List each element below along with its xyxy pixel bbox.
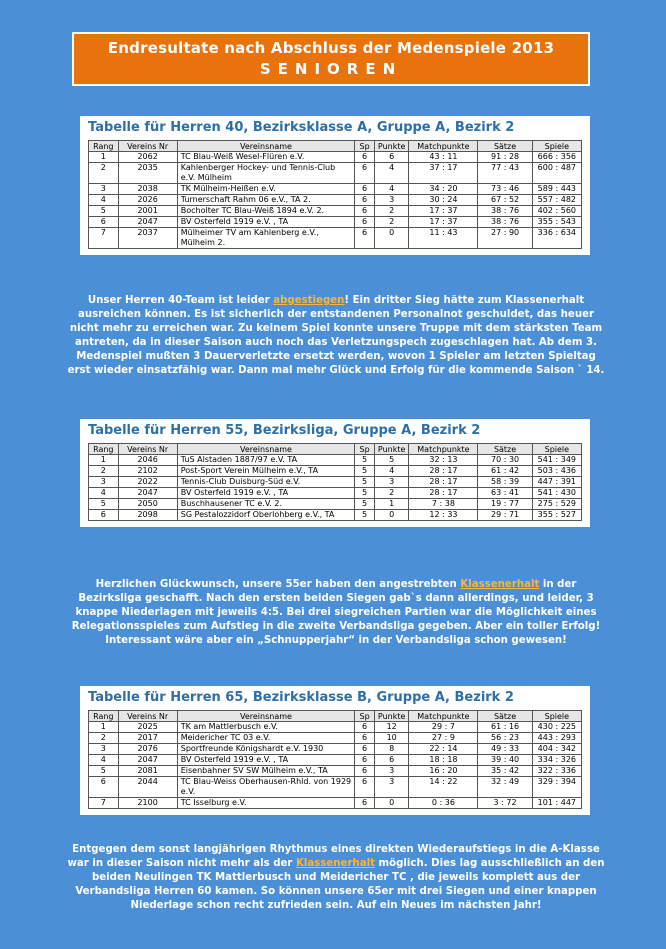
cell-sp: 5: [355, 510, 375, 521]
table-row: [89, 228, 582, 249]
cell-punkte: 2: [374, 488, 409, 499]
cell-spiele: 329 : 394: [532, 777, 581, 798]
column-header-sp: Sp: [355, 141, 375, 152]
cell-punkte: 2: [374, 206, 409, 217]
cell-vereinsname: Meidericher TC 03 e.V.: [177, 733, 354, 744]
cell-sp: 6: [355, 217, 375, 228]
column-header-matchpunkte: Matchpunkte: [409, 141, 478, 152]
cell-punkte: 1: [374, 499, 409, 510]
cell-vereinsname: Mülheimer TV am Kahlenberg e.V., Mülheim 2.: [177, 228, 354, 249]
cell-vereins-nr: 2047: [118, 488, 177, 499]
cell-vereinsname: TK Mülheim-Heißen e.V.: [177, 184, 354, 195]
cell-punkte: 3: [374, 777, 409, 798]
cell-rang: 4: [89, 195, 119, 206]
cell-matchpunkte: 28 : 17: [409, 488, 478, 499]
cell-sp: 5: [355, 455, 375, 466]
cell-vereinsname: TuS Alstaden 1887/97 e.V. TA: [177, 455, 354, 466]
cell-vereinsname: TC Blau-Weiss Oberhausen-Rhld. von 1929 e.V.: [177, 777, 354, 798]
table-row: [89, 152, 582, 163]
cell-sp: 6: [355, 184, 375, 195]
cell-saetze: 32 : 49: [478, 777, 532, 798]
cell-saetze: 56 : 23: [478, 733, 532, 744]
cell-punkte: 0: [374, 798, 409, 809]
column-header-vereins-nr: Vereins Nr: [118, 444, 177, 455]
cell-spiele: 334 : 326: [532, 755, 581, 766]
cell-vereinsname: BV Osterfeld 1919 e.V. , TA: [177, 217, 354, 228]
table-row: [89, 733, 582, 744]
cell-sp: 6: [355, 777, 375, 798]
cell-rang: 6: [89, 217, 119, 228]
table-title: Tabelle für Herren 55, Bezirksliga, Gruppe A, Bezirk 2: [88, 423, 481, 438]
cell-vereinsname: Buschhausener TC e.V. 2.: [177, 499, 354, 510]
cell-spiele: 404 : 342: [532, 744, 581, 755]
cell-punkte: 3: [374, 477, 409, 488]
cell-sp: 5: [355, 499, 375, 510]
cell-saetze: 35 : 42: [478, 766, 532, 777]
cell-punkte: 12: [374, 722, 409, 733]
cell-matchpunkte: 7 : 38: [409, 499, 478, 510]
column-header-vereinsname: Vereinsname: [177, 444, 354, 455]
header-row: [89, 444, 582, 455]
cell-rang: 3: [89, 184, 119, 195]
cell-vereinsname: TK am Mattlerbusch e.V.: [177, 722, 354, 733]
cell-vereinsname: TC Blau-Weiß Wesel-Flüren e.V.: [177, 152, 354, 163]
table-card-herren-40: [80, 116, 590, 255]
cell-vereinsname: Tennis-Club Duisburg-Süd e.V.: [177, 477, 354, 488]
cell-vereinsname: Sportfreunde Königshardt e.V. 1930: [177, 744, 354, 755]
table-row: [89, 195, 582, 206]
cell-punkte: 5: [374, 455, 409, 466]
cell-punkte: 4: [374, 163, 409, 184]
table-card-herren-55: [80, 419, 590, 527]
cell-matchpunkte: 28 : 17: [409, 466, 478, 477]
column-header-punkte: Punkte: [374, 141, 409, 152]
cell-saetze: 49 : 33: [478, 744, 532, 755]
cell-saetze: 3 : 72: [478, 798, 532, 809]
cell-spiele: 600 : 487: [532, 163, 581, 184]
table-row: [89, 184, 582, 195]
cell-rang: 1: [89, 455, 119, 466]
cell-saetze: 19 : 77: [478, 499, 532, 510]
report-text: möglich. Dies lag ausschließlich an den beiden Neulingen TK Mattlerbusch und Meidericher TC , die jeweils komplett aus der Verbandsliga Herren 60 kamen. So können unsere 65er mit drei Siegen und einer knappen Niederlage schon recht zufrieden sein. Auf ein Neues im nächsten Jahr!: [75, 858, 605, 911]
cell-vereins-nr: 2025: [118, 722, 177, 733]
cell-punkte: 3: [374, 766, 409, 777]
cell-rang: 2: [89, 466, 119, 477]
cell-spiele: 503 : 436: [532, 466, 581, 477]
cell-spiele: 589 : 443: [532, 184, 581, 195]
cell-saetze: 77 : 43: [478, 163, 532, 184]
cell-sp: 6: [355, 163, 375, 184]
column-header-rang: Rang: [89, 444, 119, 455]
cell-saetze: 67 : 52: [478, 195, 532, 206]
table-row: [89, 163, 582, 184]
cell-sp: 6: [355, 206, 375, 217]
cell-vereinsname: SG Pestalozzidorf Oberlohberg e.V., TA: [177, 510, 354, 521]
table-row: [89, 798, 582, 809]
table-row: [89, 510, 582, 521]
cell-vereinsname: BV Osterfeld 1919 e.V. , TA: [177, 755, 354, 766]
table-row: [89, 499, 582, 510]
link-abgestiegen[interactable]: abgestiegen: [273, 295, 345, 306]
cell-rang: 7: [89, 228, 119, 249]
cell-matchpunkte: 0 : 36: [409, 798, 478, 809]
cell-punkte: 8: [374, 744, 409, 755]
cell-spiele: 402 : 560: [532, 206, 581, 217]
table-row: [89, 722, 582, 733]
cell-rang: 2: [89, 163, 119, 184]
cell-matchpunkte: 27 : 9: [409, 733, 478, 744]
column-header-sp: Sp: [355, 444, 375, 455]
table-title: Tabelle für Herren 40, Bezirksklasse A, Gruppe A, Bezirk 2: [88, 120, 515, 135]
cell-punkte: 6: [374, 755, 409, 766]
table-row: [89, 488, 582, 499]
cell-sp: 5: [355, 466, 375, 477]
cell-rang: 6: [89, 777, 119, 798]
cell-matchpunkte: 17 : 37: [409, 217, 478, 228]
link-klassenerhalt-55[interactable]: Klassenerhalt: [460, 579, 540, 590]
cell-vereinsname: Bocholter TC Blau-Weiß 1894 e.V. 2.: [177, 206, 354, 217]
cell-spiele: 443 : 293: [532, 733, 581, 744]
table-row: [89, 206, 582, 217]
cell-vereins-nr: 2081: [118, 766, 177, 777]
cell-saetze: 27 : 90: [478, 228, 532, 249]
cell-sp: 6: [355, 798, 375, 809]
cell-sp: 6: [355, 766, 375, 777]
report-text: ! Ein dritter Sieg hätte zum Klassenerhalt ausreichen können. Es ist sicherlich der entstandenen Personalnot geschuldet, das heuer nicht mehr zu erreichen war. Zu keinem Spiel konnte unsere Truppe mit dem stärksten Team antreten, da in dieser Saison auch noch das Verletzungspech zugeschlagen hat. Ab dem 3. Medenspiel mußten 3 Dauerverletzte ersetzt werden, wovon 1 Spieler am letzten Spieltag erst wieder einsatzfähig war. Dann mal mehr Glück und Erfolg für die kommende Saison ` 14.: [67, 295, 605, 376]
cell-sp: 6: [355, 152, 375, 163]
report-text: in der Bezirksliga geschafft. Nach den ersten beiden Siegen gab`s dann allerdings, und leider, 3 knappe Niederlagen mit jeweils 4:5. Bei drei siegreichen Partien war die Möglichkeit eines Relegationsspieles zum Aufstieg in die zweite Verbandsliga gegeben. Aber ein toller Erfolg! Interessant wäre aber ein „Schnupperjahr“ in der Verbandsliga schon gewesen!: [71, 579, 601, 646]
cell-punkte: 6: [374, 152, 409, 163]
report-herren-65: [66, 843, 606, 913]
banner-title: Endresultate nach Abschluss der Medenspiele 2013: [107, 39, 555, 57]
column-header-vereins-nr: Vereins Nr: [118, 141, 177, 152]
cell-rang: 5: [89, 766, 119, 777]
cell-matchpunkte: 16 : 20: [409, 766, 478, 777]
link-klassenerhalt-65[interactable]: Klassenerhalt: [295, 858, 375, 869]
cell-saetze: 38 : 76: [478, 217, 532, 228]
cell-rang: 7: [89, 798, 119, 809]
cell-matchpunkte: 28 : 17: [409, 477, 478, 488]
cell-vereins-nr: 2026: [118, 195, 177, 206]
table-row: [89, 455, 582, 466]
cell-rang: 4: [89, 488, 119, 499]
standings-table: [88, 443, 582, 521]
cell-saetze: 61 : 16: [478, 722, 532, 733]
column-header-rang: Rang: [89, 141, 119, 152]
column-header-saetze: Sätze: [478, 711, 532, 722]
cell-sp: 6: [355, 744, 375, 755]
column-header-punkte: Punkte: [374, 444, 409, 455]
column-header-spiele: Spiele: [532, 444, 581, 455]
cell-spiele: 275 : 529: [532, 499, 581, 510]
cell-spiele: 355 : 543: [532, 217, 581, 228]
report-text: Entgegen dem sonst langjährigen Rhythmus eines direkten Wiederaufstiegs in die A-Klasse war in dieser Saison nicht mehr als der: [67, 844, 600, 869]
title-banner: [72, 32, 590, 86]
standings-table: [88, 710, 582, 809]
column-header-vereins-nr: Vereins Nr: [118, 711, 177, 722]
cell-vereinsname: Kahlenberger Hockey- und Tennis-Club e.V. Mülheim: [177, 163, 354, 184]
cell-rang: 2: [89, 733, 119, 744]
column-header-saetze: Sätze: [478, 141, 532, 152]
cell-saetze: 29 : 71: [478, 510, 532, 521]
cell-rang: 1: [89, 722, 119, 733]
column-header-rang: Rang: [89, 711, 119, 722]
cell-vereins-nr: 2046: [118, 455, 177, 466]
cell-vereins-nr: 2044: [118, 777, 177, 798]
cell-spiele: 322 : 336: [532, 766, 581, 777]
cell-vereinsname: BV Osterfeld 1919 e.V. , TA: [177, 488, 354, 499]
column-header-spiele: Spiele: [532, 141, 581, 152]
cell-matchpunkte: 29 : 7: [409, 722, 478, 733]
report-text: Herzlichen Glückwunsch, unsere 55er haben den angestrebten: [95, 579, 461, 590]
cell-punkte: 3: [374, 195, 409, 206]
cell-saetze: 58 : 39: [478, 477, 532, 488]
banner-subtitle: SENIOREN: [259, 60, 403, 78]
cell-matchpunkte: 12 : 33: [409, 510, 478, 521]
report-text: Unser Herren 40-Team ist leider: [87, 295, 274, 306]
column-header-vereinsname: Vereinsname: [177, 141, 354, 152]
cell-rang: 3: [89, 477, 119, 488]
cell-vereins-nr: 2098: [118, 510, 177, 521]
cell-vereins-nr: 2001: [118, 206, 177, 217]
column-header-matchpunkte: Matchpunkte: [409, 711, 478, 722]
cell-sp: 6: [355, 228, 375, 249]
cell-vereins-nr: 2047: [118, 755, 177, 766]
cell-matchpunkte: 34 : 20: [409, 184, 478, 195]
cell-vereinsname: Post-Sport Verein Mülheim e.V., TA: [177, 466, 354, 477]
cell-punkte: 4: [374, 466, 409, 477]
cell-rang: 5: [89, 206, 119, 217]
table-row: [89, 217, 582, 228]
report-herren-40: [66, 294, 606, 378]
cell-vereins-nr: 2047: [118, 217, 177, 228]
cell-matchpunkte: 32 : 13: [409, 455, 478, 466]
cell-spiele: 541 : 349: [532, 455, 581, 466]
cell-punkte: 10: [374, 733, 409, 744]
column-header-spiele: Spiele: [532, 711, 581, 722]
cell-sp: 5: [355, 477, 375, 488]
cell-matchpunkte: 22 : 14: [409, 744, 478, 755]
cell-matchpunkte: 14 : 22: [409, 777, 478, 798]
cell-matchpunkte: 30 : 24: [409, 195, 478, 206]
table-row: [89, 477, 582, 488]
cell-punkte: 0: [374, 228, 409, 249]
cell-vereins-nr: 2050: [118, 499, 177, 510]
cell-rang: 5: [89, 499, 119, 510]
cell-saetze: 63 : 41: [478, 488, 532, 499]
cell-spiele: 355 : 527: [532, 510, 581, 521]
table-row: [89, 777, 582, 798]
cell-sp: 5: [355, 488, 375, 499]
cell-matchpunkte: 17 : 37: [409, 206, 478, 217]
standings-table: [88, 140, 582, 249]
cell-spiele: 541 : 430: [532, 488, 581, 499]
cell-vereins-nr: 2100: [118, 798, 177, 809]
cell-sp: 6: [355, 722, 375, 733]
table-title: Tabelle für Herren 65, Bezirksklasse B, Gruppe A, Bezirk 2: [88, 690, 514, 705]
cell-matchpunkte: 37 : 17: [409, 163, 478, 184]
cell-vereins-nr: 2037: [118, 228, 177, 249]
cell-saetze: 38 : 76: [478, 206, 532, 217]
cell-matchpunkte: 11 : 43: [409, 228, 478, 249]
column-header-sp: Sp: [355, 711, 375, 722]
column-header-matchpunkte: Matchpunkte: [409, 444, 478, 455]
table-row: [89, 766, 582, 777]
cell-spiele: 666 : 356: [532, 152, 581, 163]
cell-vereinsname: TC Isselburg e.V.: [177, 798, 354, 809]
table-row: [89, 755, 582, 766]
cell-vereinsname: Turnerschaft Rahm 06 e.V., TA 2.: [177, 195, 354, 206]
header-row: [89, 711, 582, 722]
cell-saetze: 73 : 46: [478, 184, 532, 195]
cell-saetze: 70 : 30: [478, 455, 532, 466]
cell-rang: 6: [89, 510, 119, 521]
table-row: [89, 744, 582, 755]
cell-vereins-nr: 2038: [118, 184, 177, 195]
cell-saetze: 39 : 40: [478, 755, 532, 766]
cell-sp: 6: [355, 733, 375, 744]
cell-spiele: 447 : 391: [532, 477, 581, 488]
cell-vereins-nr: 2102: [118, 466, 177, 477]
cell-vereins-nr: 2035: [118, 163, 177, 184]
cell-spiele: 336 : 634: [532, 228, 581, 249]
cell-vereins-nr: 2062: [118, 152, 177, 163]
cell-rang: 3: [89, 744, 119, 755]
cell-punkte: 0: [374, 510, 409, 521]
column-header-saetze: Sätze: [478, 444, 532, 455]
column-header-punkte: Punkte: [374, 711, 409, 722]
table-card-herren-65: [80, 686, 590, 815]
cell-rang: 1: [89, 152, 119, 163]
cell-saetze: 91 : 28: [478, 152, 532, 163]
cell-vereinsname: Eisenbahner SV SW Mülheim e.V., TA: [177, 766, 354, 777]
cell-punkte: 4: [374, 184, 409, 195]
cell-spiele: 101 : 447: [532, 798, 581, 809]
cell-matchpunkte: 18 : 18: [409, 755, 478, 766]
table-row: [89, 466, 582, 477]
cell-vereins-nr: 2076: [118, 744, 177, 755]
cell-matchpunkte: 43 : 11: [409, 152, 478, 163]
cell-saetze: 61 : 42: [478, 466, 532, 477]
cell-vereins-nr: 2022: [118, 477, 177, 488]
cell-sp: 6: [355, 755, 375, 766]
header-row: [89, 141, 582, 152]
cell-rang: 4: [89, 755, 119, 766]
column-header-vereinsname: Vereinsname: [177, 711, 354, 722]
cell-vereins-nr: 2017: [118, 733, 177, 744]
cell-spiele: 557 : 482: [532, 195, 581, 206]
cell-spiele: 430 : 225: [532, 722, 581, 733]
report-herren-55: [66, 578, 606, 648]
cell-punkte: 2: [374, 217, 409, 228]
cell-sp: 6: [355, 195, 375, 206]
